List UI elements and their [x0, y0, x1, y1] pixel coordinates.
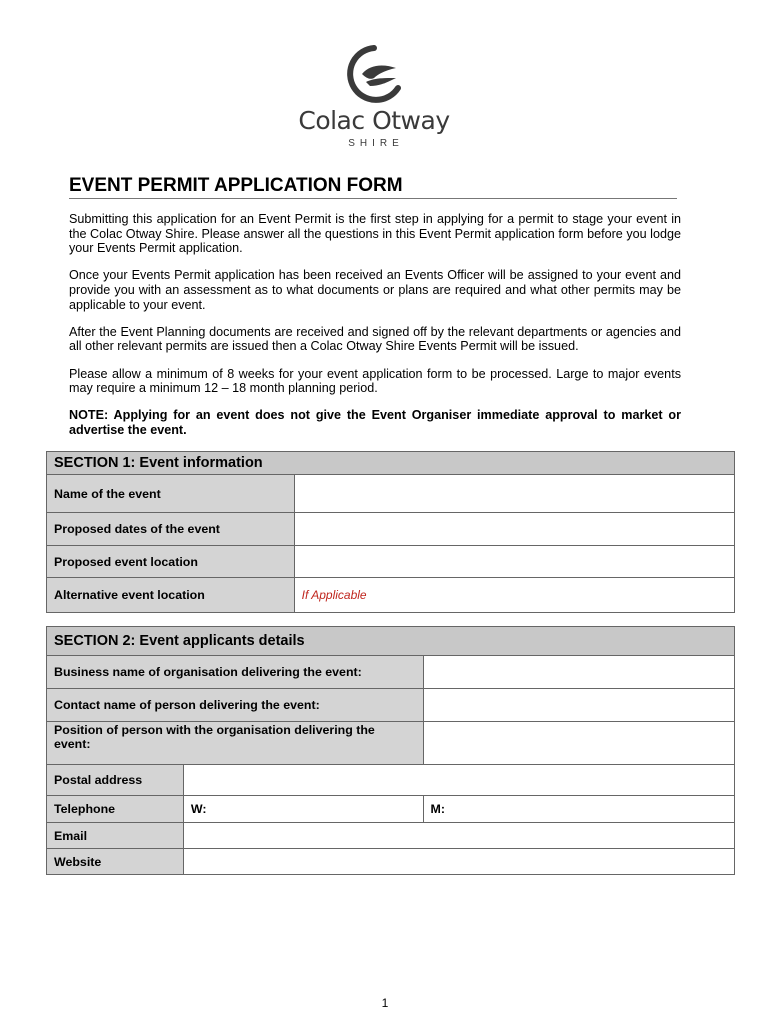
- event-location-label: Proposed event location: [47, 546, 295, 578]
- contact-name-label: Contact name of person delivering the event:: [47, 689, 424, 722]
- intro-paragraph: After the Event Planning documents are received and signed off by the relevant departments or agencies and all other relevant permits are issued then a Colac Otway Shire Events Permit will be issued.: [69, 324, 681, 354]
- website-label: Website: [47, 849, 184, 875]
- telephone-mobile-field[interactable]: M:: [423, 796, 734, 823]
- alt-location-label: Alternative event location: [47, 578, 295, 613]
- position-field[interactable]: [423, 722, 734, 765]
- page-number: 1: [381, 996, 389, 1010]
- intro-paragraph: Submitting this application for an Event Permit is the first step in applying for a permit to stage your event in the Colac Otway Shire. Please answer all the questions in this Event Permit application form before you lodge your Events Permit application.: [69, 212, 681, 256]
- intro-paragraph: Once your Events Permit application has been received an Events Officer will be assigned to your event and provide you with an assessment as to what documents or plans are required and what other permits may be applicable to your event.: [69, 268, 681, 312]
- section1-table: [46, 451, 735, 613]
- business-name-field[interactable]: [423, 656, 734, 689]
- form-title: EVENT PERMIT APPLICATION FORM: [69, 175, 677, 199]
- section2-heading: SECTION 2: Event applicants details: [47, 627, 735, 656]
- section2-table: [46, 626, 735, 875]
- logo-name: Colac Otway: [298, 106, 450, 135]
- position-label: Position of person with the organisation delivering the event:: [47, 722, 424, 765]
- event-name-field[interactable]: [294, 475, 734, 513]
- section1-heading: SECTION 1: Event information: [47, 452, 735, 475]
- event-location-field[interactable]: [294, 546, 734, 578]
- email-field[interactable]: [183, 823, 734, 849]
- event-dates-label: Proposed dates of the event: [47, 513, 295, 546]
- email-label: Email: [47, 823, 184, 849]
- postal-address-label: Postal address: [47, 765, 184, 796]
- telephone-work-field[interactable]: W:: [183, 796, 423, 823]
- logo-subtitle: SHIRE: [348, 138, 404, 149]
- event-name-label: Name of the event: [47, 475, 295, 513]
- alt-location-field[interactable]: If Applicable: [294, 578, 734, 613]
- intro-paragraph: Please allow a minimum of 8 weeks for your event application form to be processed. Large to major events may require a minimum 12 – 18 month planning period.: [69, 366, 681, 396]
- business-name-label: Business name of organisation delivering the event:: [47, 656, 424, 689]
- event-dates-field[interactable]: [294, 513, 734, 546]
- website-field[interactable]: [183, 849, 734, 875]
- postal-address-field[interactable]: [183, 765, 734, 796]
- council-logo: [296, 44, 452, 156]
- contact-name-field[interactable]: [423, 689, 734, 722]
- note-paragraph: NOTE: Applying for an event does not give the Event Organiser immediate approval to market or advertise the event.: [69, 408, 681, 437]
- telephone-label: Telephone: [47, 796, 184, 823]
- intro-text: [69, 212, 681, 450]
- logo-mark-icon: [340, 44, 408, 104]
